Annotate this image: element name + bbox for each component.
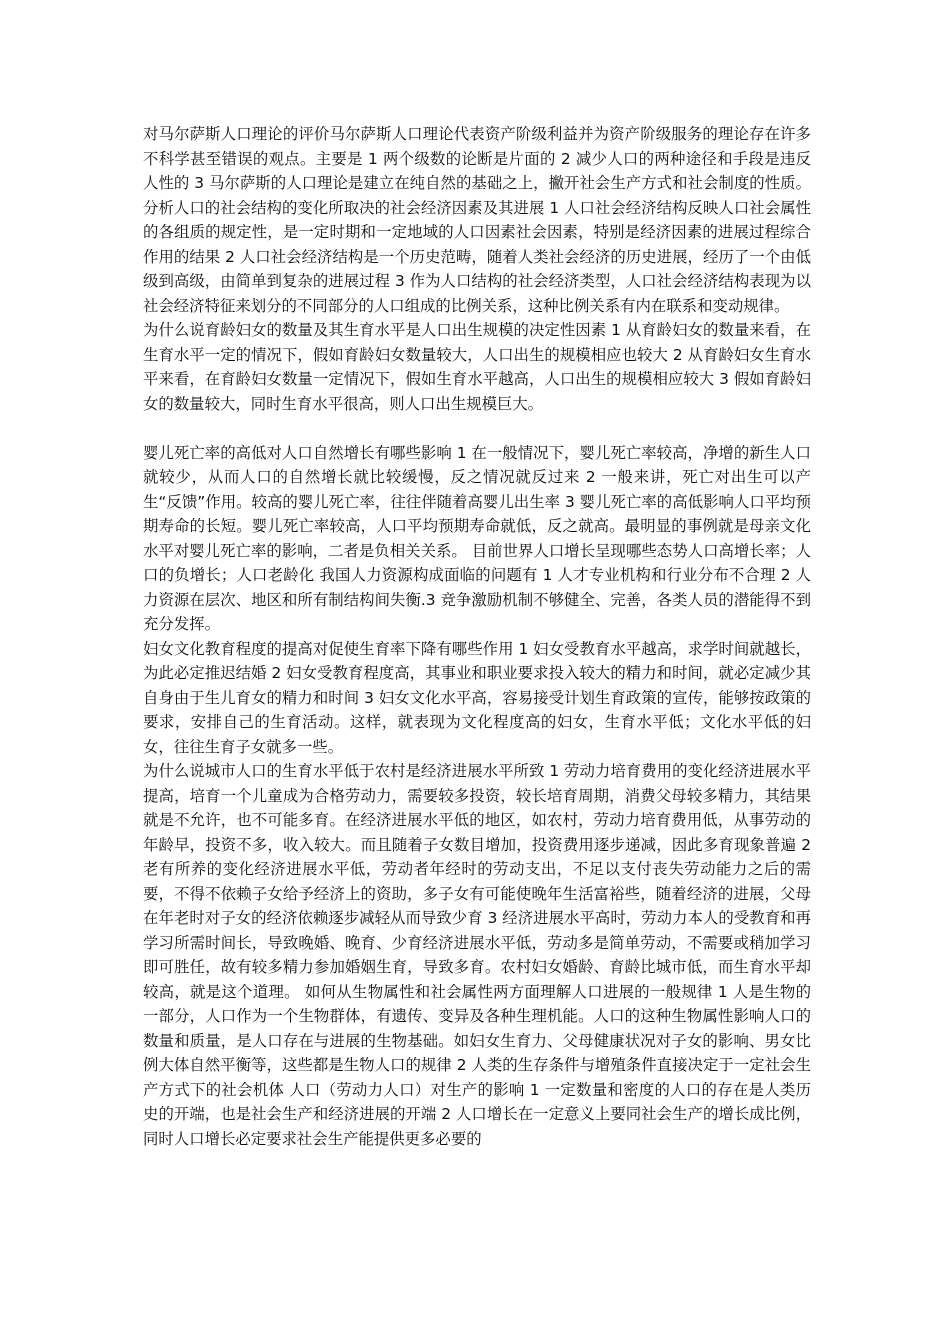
paragraph-childbearing-women: 为什么说育龄妇女的数量及其生育水平是人口出生规模的决定性因素 1 从育龄妇女的数量来看，在生育水平一定的情况下，假如育龄妇女数量较大，人口出生的规模相应也较大 2 从育龄妇女生育水平来看，在育龄妇女数量一定情况下，假如生育水平越高，人口出生的规模相应较大 3 假如育龄妇女的数量较大，同时生育水平很高，则人口出生规模巨大。 [143, 321, 811, 413]
paragraph-malthus-evaluation: 对马尔萨斯人口理论的评价马尔萨斯人口理论代表资产阶级利益并为资产阶级服务的理论存在许多不科学甚至错误的观点。主要是 1 两个级数的论断是片面的 2 减少人口的两种途径和手段是违反人性的 3 马尔萨斯的人口理论是建立在纯自然的基础之上，撇开社会生产方式和社会制度的性质。 分析人口的社会结构的变化所取决的社会经济因素及其进展 1 人口社会经济结构反映人口社会属性的各组质的规定性，是一定时期和一定地域的人口因素社会因素，特别是经济因素的进展过程综合作用的结果 2 人口社会经济结构是一个历史范畴，随着人类社会经济的历史进展，经历了一个由低级到高级，由简单到复杂的进展过程 3 作为人口结构的社会经济类型，人口社会经济结构表现为以社会经济特征来划分的不同部分的人口组成的比例关系，这种比例关系有内在联系和变动规律。 [143, 125, 811, 315]
paragraph-urban-rural-fertility: 为什么说城市人口的生育水平低于农村是经济进展水平所致 1 劳动力培育费用的变化经济进展水平提高，培育一个儿童成为合格劳动力，需要较多投资，较长培育周期，消费父母较多精力，其结果就是不允许，也不可能多育。在经济进展水平低的地区，如农村，劳动力培育费用低，从事劳动的年龄早，投资不多，收入较大。而且随着子女数目增加，投资费用逐步递减，因此多育现象普遍 2 老有所养的变化经济进展水平低，劳动者年经时的劳动支出，不足以支付丧失劳动能力之后的需要，不得不依赖子女给予经济上的资助，多子女有可能使晚年生活富裕些，随着经济的进展，父母在年老时对子女的经济依赖逐步减轻从而导致少育 3 经济进展水平高时，劳动力本人的受教育和再学习所需时间长，导致晚婚、晚育、少育经济进展水平低，劳动多是简单劳动，不需要或稍加学习即可胜任，故有较多精力参加婚姻生育，导致多育。农村妇女婚龄、育龄比城市低，而生育水平却较高，就是这个道理。 如何从生物属性和社会属性两方面理解人口进展的一般规律 1 人是生物的一部分，人口作为一个生物群体，有遗传、变异及各种生理机能。人口的这种生物属性影响人口的数量和质量，是人口存在与进展的生物基础。如妇女生育力、父母健康状况对子女的影响、男女比例大体自然平衡等，这些都是生物人口的规律 2 人类的生存条件与增殖条件直接决定于一定社会生产方式下的社会机体 人口（劳动力人口）对生产的影响 1 一定数量和密度的人口的存在是人类历史的开端，也是社会生产和经济进展的开端 2 人口增长在一定意义上要同社会生产的增长成比例，同时人口增长必定要求社会生产能提供更多必要的 [143, 762, 811, 1148]
document-body [143, 122, 811, 1151]
paragraph-infant-mortality: 婴儿死亡率的高低对人口自然增长有哪些影响 1 在一般情况下，婴儿死亡率较高，净增的新生人口就较少，从而人口的自然增长就比较缓慢，反之情况就反过来 2 一般来讲，死亡对出生可以产生“反馈”作用。较高的婴儿死亡率，往往伴随着高婴儿出生率 3 婴儿死亡率的高低影响人口平均预期寿命的长短。婴儿死亡率较高，人口平均预期寿命就低，反之就高。最明显的事例就是母亲文化水平对婴儿死亡率的影响，二者是负相关关系。 目前世界人口增长呈现哪些态势人口高增长率；人口的负增长；人口老龄化 我国人力资源构成面临的问题有 1 人才专业机构和行业分布不合理 2 人力资源在层次、地区和所有制结构间失衡.3 竞争激励机制不够健全、完善，各类人员的潜能得不到充分发挥。 [143, 443, 811, 633]
paragraph-spacer [143, 416, 811, 441]
paragraph-women-education: 妇女文化教育程度的提高对促使生育率下降有哪些作用 1 妇女受教育水平越高，求学时间就越长，为此必定推迟结婚 2 妇女受教育程度高，其事业和职业要求投入较大的精力和时间，就必定减少其自身由于生儿育女的精力和时间 3 妇女文化水平高，容易接受计划生育政策的宣传，能够按政策的要求，安排自己的生育活动。这样，就表现为文化程度高的妇女，生育水平低；文化水平低的妇女，往往生育子女就多一些。 [143, 639, 811, 756]
